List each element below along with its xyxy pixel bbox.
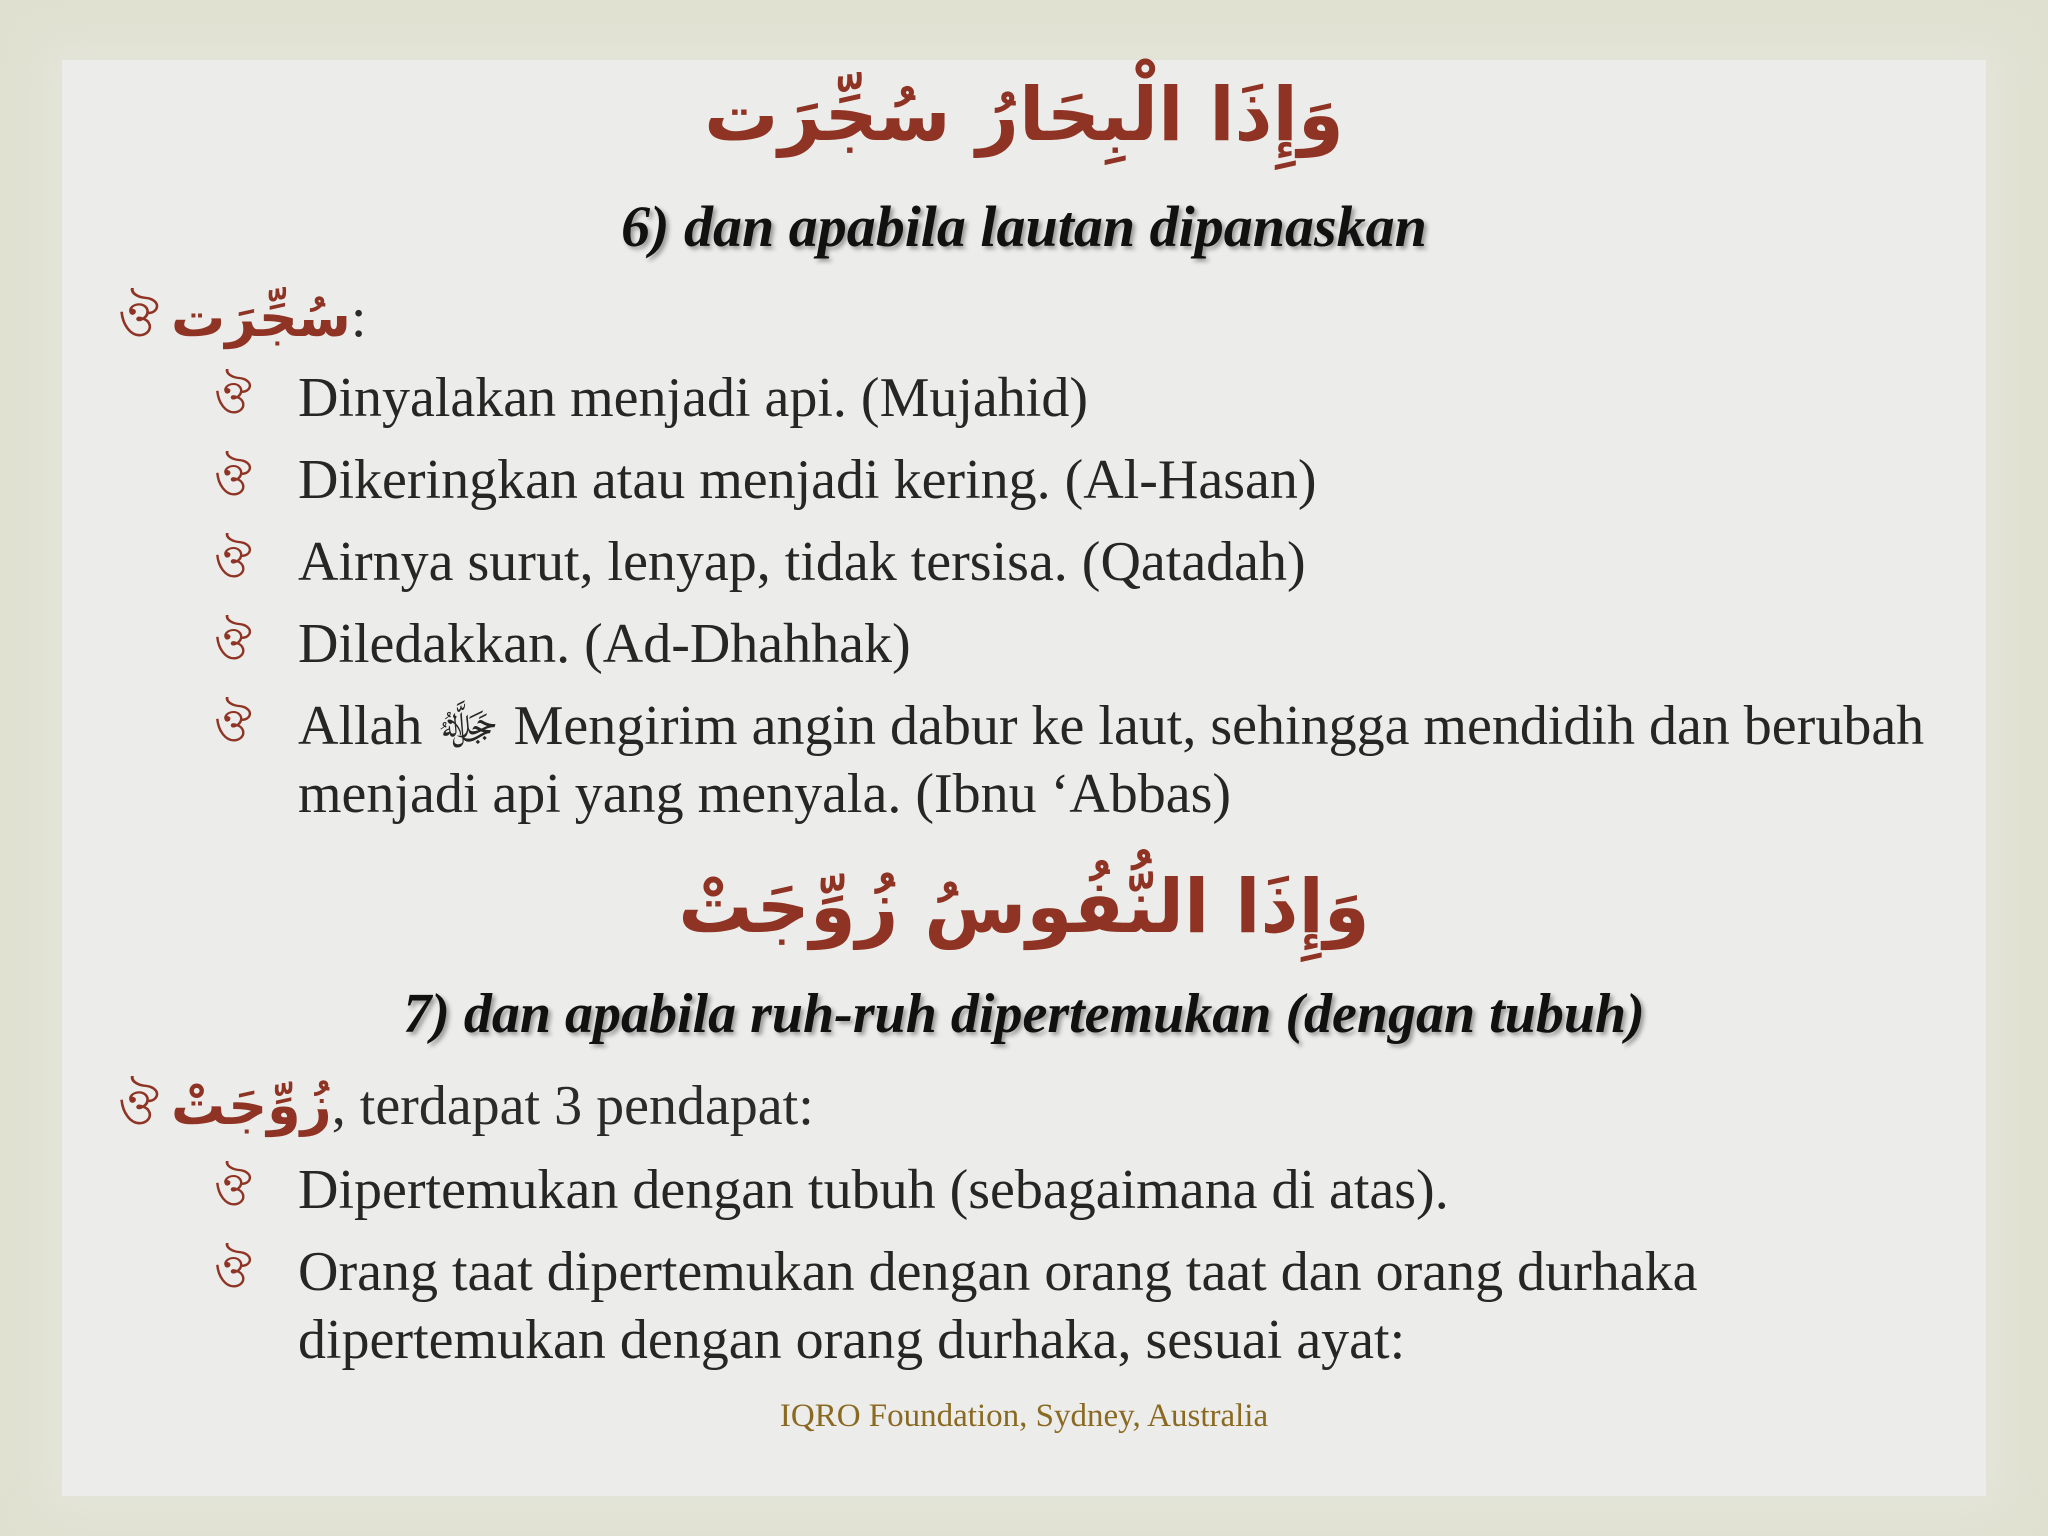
bullet-icon: ঔ xyxy=(214,1164,252,1215)
list-item-text: Airnya surut, lenyap, tidak tersisa. (Qatadah) xyxy=(298,531,1306,593)
bullet-icon: ঔ xyxy=(118,1079,160,1135)
list-item xyxy=(214,1156,1934,1224)
verse6-term-suffix: : xyxy=(350,287,367,349)
list-item xyxy=(214,364,1934,432)
list-item xyxy=(214,610,1934,678)
list-item-text: Orang taat dipertemukan dengan orang taat dan orang durhaka dipertemukan dengan orang durhaka, sesuai ayat: xyxy=(298,1241,1698,1371)
list-item xyxy=(214,1238,1934,1374)
bullet-icon: ঔ xyxy=(214,618,252,669)
list-item-text: Allah ﷻ Mengirim angin dabur ke laut, sehingga mendidih dan berubah menjadi api yang menyala. (Ibnu ‘Abbas) xyxy=(298,695,1925,825)
list-item-text: Diledakkan. (Ad-Dhahhak) xyxy=(298,613,911,675)
list-item-text: Dikeringkan atau menjadi kering. (Al-Hasan) xyxy=(298,449,1317,511)
list-item xyxy=(214,528,1934,596)
verse7-term-item xyxy=(118,1074,814,1137)
verse7-term: زُوِّجَتْ xyxy=(171,1074,332,1137)
bullet-icon: ঔ xyxy=(214,372,252,423)
bullet-icon: ঔ xyxy=(214,454,252,505)
bullet-icon: ঔ xyxy=(214,536,252,587)
verse7-arabic: وَإِذَا النُّفُوسُ زُوِّجَتْ xyxy=(678,864,1370,950)
bullet-icon: ঔ xyxy=(214,700,252,751)
bullet-icon: ঔ xyxy=(118,291,160,347)
list-item xyxy=(214,446,1934,514)
verse7-term-suffix: , terdapat 3 pendapat: xyxy=(331,1075,814,1137)
bullet-icon: ঔ xyxy=(214,1246,252,1297)
list-item-text: Dipertemukan dengan tubuh (sebagaimana di atas). xyxy=(298,1159,1449,1221)
footer-credit: IQRO Foundation, Sydney, Australia xyxy=(779,1398,1269,1434)
verse6-term-item xyxy=(118,286,367,349)
verse6-arabic: وَإِذَا الْبِحَارُ سُجِّرَت xyxy=(704,72,1344,158)
verse7-translation: 7) dan apabila ruh-ruh dipertemukan (dengan tubuh) xyxy=(403,983,1645,1045)
list-item xyxy=(214,692,1934,828)
verse6-term: سُجِّرَت xyxy=(171,286,351,349)
verse6-translation: 6) dan apabila lautan dipanaskan xyxy=(621,194,1427,259)
list-item-text: Dinyalakan menjadi api. (Mujahid) xyxy=(298,367,1088,429)
